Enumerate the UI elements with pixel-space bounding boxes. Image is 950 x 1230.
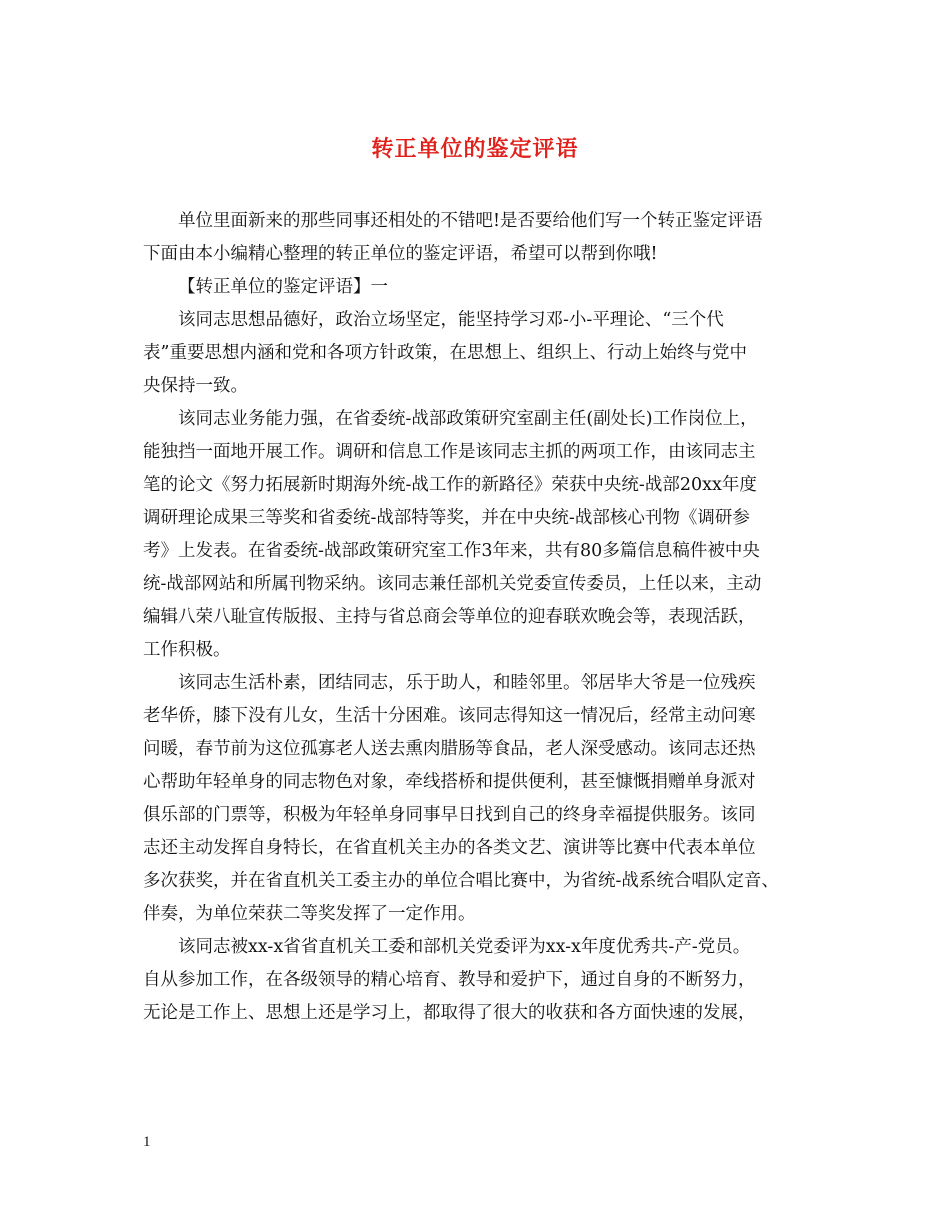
text-line: 调研理论成果三等奖和省委统-战部特等奖，并在中央统-战部核心刊物《调研参	[143, 508, 750, 528]
text-line: 央保持一致。	[143, 376, 248, 396]
text-line: 下面由本小编精心整理的转正单位的鉴定评语，希望可以帮到你哦!	[143, 244, 658, 264]
document-title: 转正单位的鉴定评语	[371, 136, 579, 162]
text-line: 自从参加工作，在各级领导的精心培育、教导和爱护下，通过自身的不断努力，	[143, 970, 756, 990]
text-line: 表”重要思想内涵和党和各项方针政策，在思想上、组织上、行动上始终与党中	[143, 343, 747, 363]
text-line: 该同志被xx-x省省直机关工委和部机关党委评为xx-x年度优秀共-产-党员。	[178, 937, 751, 957]
text-line: 该同志思想品德好，政治立场坚定，能坚持学习邓-小-平理论、“三个代	[178, 310, 724, 330]
text-line: 【转正单位的鉴定评语】一	[178, 277, 388, 297]
text-line: 伴奏，为单位荣获二等奖发挥了一定作用。	[143, 904, 476, 924]
text-line: 工作积极。	[143, 640, 231, 660]
text-line: 心帮助年轻单身的同志物色对象，牵线搭桥和提供便利，甚至慷慨捐赠单身派对	[143, 772, 756, 792]
page-number: 1	[143, 1134, 151, 1150]
text-line: 无论是工作上、思想上还是学习上，都取得了很大的收获和各方面快速的发展，	[143, 1003, 756, 1023]
text-line: 志还主动发挥自身特长，在省直机关主办的各类文艺、演讲等比赛中代表本单位	[143, 838, 756, 858]
text-line: 单位里面新来的那些同事还相处的不错吧!是否要给他们写一个转正鉴定评语	[178, 211, 763, 231]
text-line: 编辑八荣八耻宣传版报、主持与省总商会等单位的迎春联欢晚会等，表现活跃，	[143, 607, 756, 627]
text-line: 统-战部网站和所属刊物采纳。该同志兼任部机关党委宣传委员，上任以来，主动	[143, 574, 762, 594]
document-body	[143, 205, 833, 1030]
text-line: 考》上发表。在省委统-战部政策研究室工作3年来，共有80多篇信息稿件被中央	[143, 541, 760, 561]
text-line: 问暖，春节前为这位孤寡老人送去熏肉腊肠等食品，老人深受感动。该同志还热	[143, 739, 756, 759]
text-line: 多次获奖，并在省直机关工委主办的单位合唱比赛中，为省统-战系统合唱队定音、	[143, 871, 779, 891]
text-line: 笔的论文《努力拓展新时期海外统-战工作的新路径》荣获中央统-战部20xx年度	[143, 475, 757, 495]
text-line: 能独挡一面地开展工作。调研和信息工作是该同志主抓的两项工作，由该同志主	[143, 442, 756, 462]
text-line: 该同志生活朴素，团结同志，乐于助人，和睦邻里。邻居毕大爷是一位残疾	[178, 673, 756, 693]
text-line: 老华侨，膝下没有儿女，生活十分困难。该同志得知这一情况后，经常主动问寒	[143, 706, 756, 726]
text-line: 俱乐部的门票等，积极为年轻单身同事早日找到自己的终身幸福提供服务。该同	[143, 805, 756, 825]
text-line: 该同志业务能力强，在省委统-战部政策研究室副主任(副处长)工作岗位上，	[178, 409, 758, 429]
